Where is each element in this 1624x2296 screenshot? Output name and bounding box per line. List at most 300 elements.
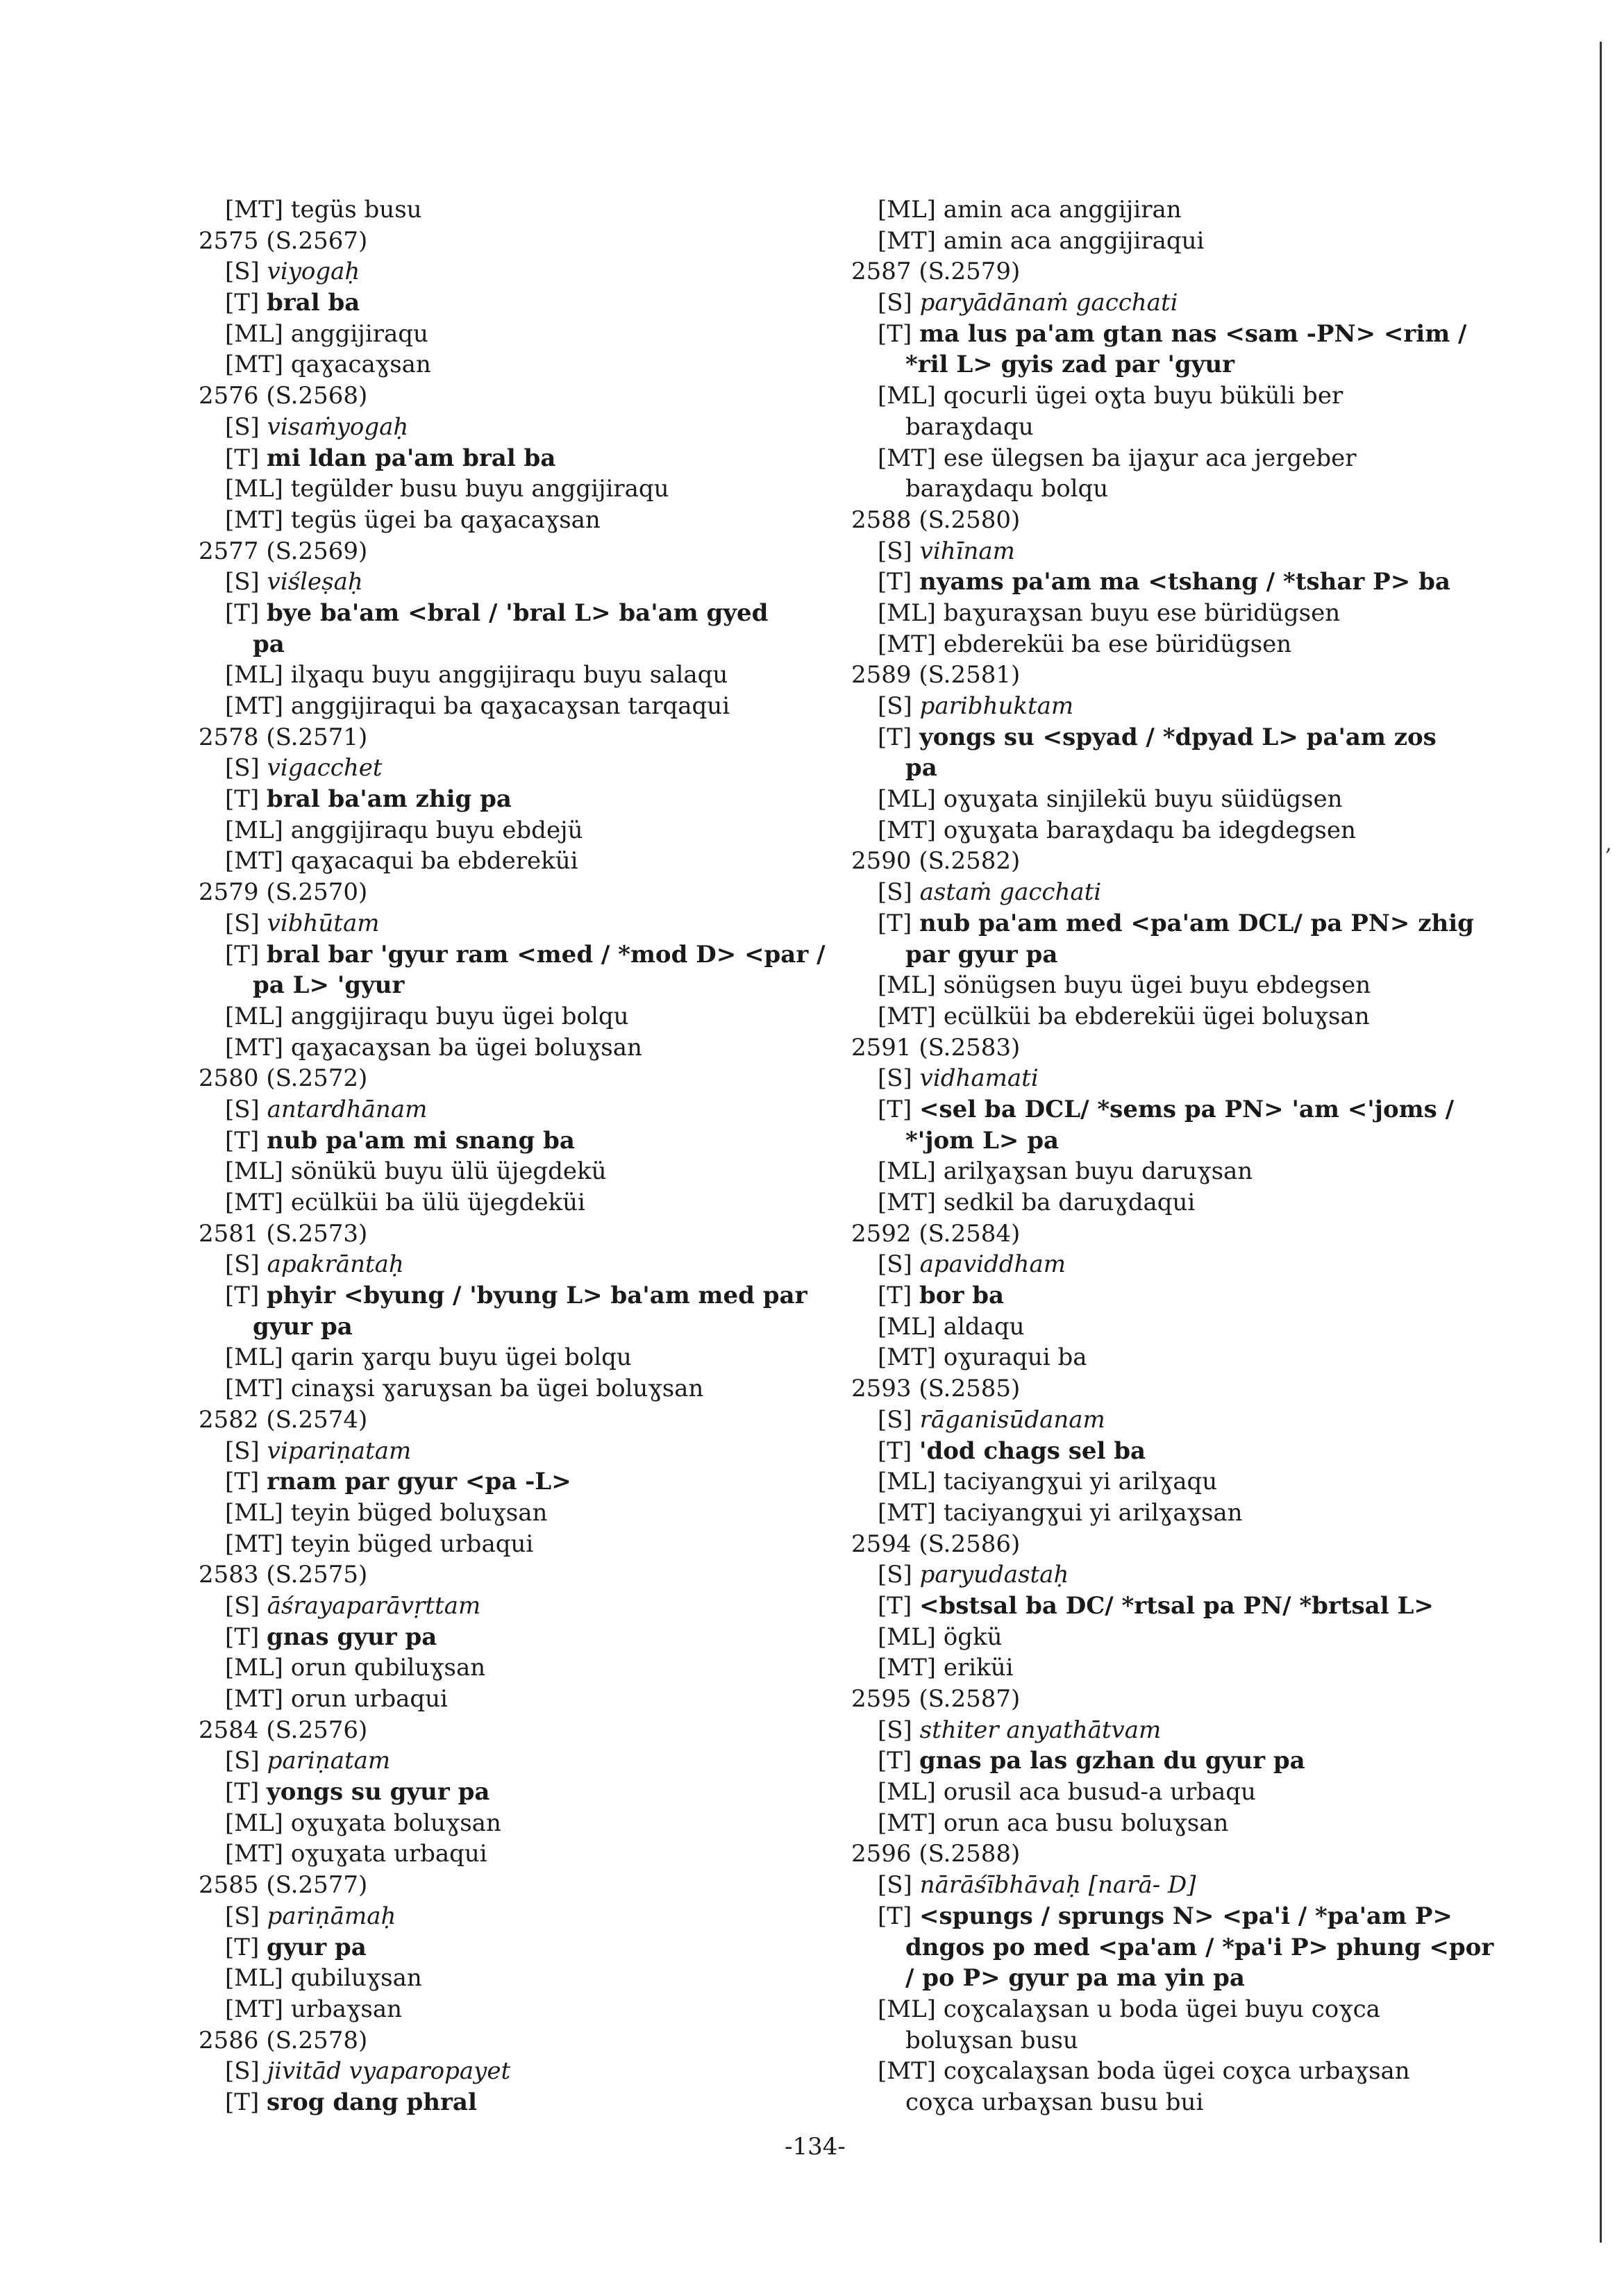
entry-field <box>199 1156 823 1187</box>
entry-field <box>199 1342 823 1373</box>
entry-field <box>851 722 1469 753</box>
field-tag: [ML] <box>878 1778 936 1807</box>
field-tag: [S] <box>878 1871 912 1900</box>
entry-field <box>199 598 823 629</box>
continuation-line <box>851 349 1469 380</box>
field-text: phyir <byung / 'byung L> ba'am med par <box>267 1282 807 1310</box>
field-tag: [T] <box>225 785 260 814</box>
field-tag: [S] <box>878 1716 912 1744</box>
entry-field <box>199 1373 823 1405</box>
entry-field <box>199 1249 823 1280</box>
entry-number: 2583 (S.2575) <box>199 1561 368 1589</box>
entry-field <box>851 1001 1469 1032</box>
entry-field <box>199 474 823 505</box>
field-tag: [ML] <box>878 1623 936 1651</box>
field-tag: [ML] <box>878 196 936 224</box>
field-text: 'dod chags sel ba <box>919 1436 1146 1465</box>
field-tag: [T] <box>225 1778 260 1807</box>
field-text: / po P> gyur pa ma yin pa <box>905 1964 1245 1993</box>
continuation-line <box>851 1125 1469 1157</box>
field-text: nyams pa'am ma <tshang / *tshar P> ba <box>919 568 1450 596</box>
entry-number: 2594 (S.2586) <box>851 1530 1021 1558</box>
entry-field <box>199 1466 823 1498</box>
field-tag: [T] <box>225 2088 260 2116</box>
field-text: nub pa'am mi snang ba <box>267 1126 575 1155</box>
entry-number: 2577 (S.2569) <box>199 537 368 565</box>
field-tag: [T] <box>225 940 260 969</box>
field-text: ese ülegsen ba ijaɣur aca jergeber <box>943 444 1357 472</box>
entry-field <box>199 1777 823 1808</box>
entry-field <box>199 1932 823 1963</box>
field-tag: [S] <box>225 1250 260 1279</box>
page-number: -134- <box>785 2133 846 2161</box>
field-tag: [T] <box>878 319 912 348</box>
entry-field <box>851 536 1469 567</box>
entry-field <box>851 226 1469 257</box>
field-text: oɣuɣata urbaqui <box>290 1840 487 1868</box>
entry-field <box>851 877 1469 908</box>
field-tag: [ML] <box>225 1654 283 1682</box>
field-text: pariṇāmaḥ <box>267 1902 396 1930</box>
entry-field <box>199 1994 823 2025</box>
field-tag: [T] <box>878 909 912 937</box>
field-tag: [S] <box>225 258 260 286</box>
field-text: nub pa'am med <pa'am DCL/ pa PN> zhig <box>919 909 1474 937</box>
field-text: ögkü <box>943 1623 1003 1651</box>
field-text: <spungs / sprungs N> <pa'i / *pa'am P> <box>919 1902 1453 1930</box>
entry-field <box>851 380 1469 412</box>
field-tag: [T] <box>225 444 260 472</box>
field-text: paryādānaṁ gacchati <box>919 289 1178 317</box>
field-tag: [T] <box>878 1436 912 1465</box>
field-tag: [S] <box>878 1405 912 1434</box>
entry-number: 2576 (S.2568) <box>199 382 368 410</box>
entry-field <box>851 1094 1469 1125</box>
field-tag: [MT] <box>878 1189 937 1216</box>
entry-field <box>199 256 823 287</box>
entry-field <box>851 815 1469 846</box>
field-text: vigacchet <box>267 754 383 782</box>
field-tag: [ML] <box>225 1809 283 1837</box>
field-text: astaṁ gacchati <box>919 878 1102 907</box>
entry-field <box>199 691 823 722</box>
field-text: qarin ɣarqu buyu ügei bolqu <box>290 1343 632 1372</box>
entry-field <box>851 1342 1469 1373</box>
field-text: teyin büged boluɣsan <box>290 1498 548 1527</box>
field-text: cinaɣsi ɣaruɣsan ba ügei boluɣsan <box>290 1375 704 1403</box>
field-text: ecülküi ba ebdereküi ügei boluɣsan <box>943 1002 1370 1030</box>
field-tag: [MT] <box>225 847 284 875</box>
entry-field <box>851 1591 1469 1622</box>
entry-field <box>199 939 826 971</box>
continuation-line <box>199 970 823 1001</box>
field-tag: [S] <box>225 754 260 782</box>
entry-field <box>851 194 1469 226</box>
field-text: bral ba'am zhig pa <box>267 785 512 814</box>
continuation-line <box>199 1312 823 1343</box>
field-text: gyur pa <box>267 1933 367 1961</box>
entry-field <box>199 784 823 815</box>
field-text: *ril L> gyis zad par 'gyur <box>905 351 1235 379</box>
field-tag: [T] <box>225 1933 260 1961</box>
field-text: taciyangɣui yi arilɣaqu <box>943 1468 1218 1496</box>
field-text: oɣuɣata sinjilekü buyu süidügsen <box>943 785 1343 814</box>
field-tag: [T] <box>878 1095 912 1123</box>
entry-field <box>851 1901 1469 1932</box>
field-text: <bstsal ba DC/ *rtsal pa PN/ *brtsal L> <box>919 1591 1434 1620</box>
entry-field <box>851 1870 1469 1901</box>
field-text: anggijiraqu buyu ügei bolqu <box>290 1002 629 1030</box>
field-tag: [MT] <box>878 1498 937 1527</box>
field-tag: [T] <box>225 1282 260 1310</box>
field-tag: [ML] <box>225 1002 283 1030</box>
field-tag: [S] <box>225 412 260 441</box>
entry-field <box>199 505 823 536</box>
entry-number: 2589 (S.2581) <box>851 661 1021 689</box>
entry-field <box>851 287 1469 319</box>
entry-field <box>199 443 823 474</box>
field-tag: [ML] <box>225 1498 283 1527</box>
entry-field <box>199 1094 823 1125</box>
field-text: ilɣaqu buyu anggijiraqu buyu salaqu <box>290 661 728 689</box>
entry-field <box>199 1963 823 1994</box>
entry-field <box>199 194 823 226</box>
field-text: tegülder busu buyu anggijiraqu <box>290 475 669 503</box>
edge-mark: , <box>1605 832 1612 856</box>
entry-field <box>851 1156 1469 1187</box>
entry-number: 2595 (S.2587) <box>851 1685 1021 1713</box>
field-tag: [ML] <box>878 1157 936 1186</box>
field-text: sedkil ba daruɣdaqui <box>943 1189 1196 1216</box>
entry-number: 2586 (S.2578) <box>199 2026 368 2054</box>
field-text: paryudastaḥ <box>919 1561 1069 1589</box>
field-tag: [MT] <box>225 692 284 720</box>
field-text: oɣuɣata baraɣdaqu ba idegdegsen <box>943 816 1356 844</box>
entry-number: 2580 (S.2572) <box>199 1064 368 1093</box>
field-text: pa L> 'gyur <box>253 971 405 1000</box>
field-text: qaɣacaqui ba ebdereküi <box>290 847 578 875</box>
entry-number: 2588 (S.2580) <box>851 505 1021 534</box>
field-text: eriküi <box>943 1654 1014 1682</box>
field-tag: [S] <box>878 537 912 565</box>
entry-field <box>199 1622 823 1653</box>
field-text: vibhūtam <box>267 909 380 937</box>
field-text: ma lus pa'am gtan nas <sam -PN> <rim / <box>919 319 1467 348</box>
field-text: rāganisūdanam <box>919 1405 1105 1434</box>
field-tag: [MT] <box>878 1002 937 1030</box>
field-text: jivitād vyaparopayet <box>267 2057 511 2086</box>
field-text: coɣcalaɣsan boda ügei coɣca urbaɣsan <box>943 2057 1410 2086</box>
field-text: apaviddham <box>919 1250 1066 1279</box>
field-tag: [T] <box>878 568 912 596</box>
entry-field <box>851 1777 1469 1808</box>
field-tag: [MT] <box>225 1375 284 1403</box>
field-tag: [MT] <box>878 1343 937 1372</box>
entry-field <box>851 2056 1469 2087</box>
field-tag: [ML] <box>225 661 283 689</box>
entry-field <box>199 1187 823 1218</box>
field-tag: [ML] <box>225 1157 283 1186</box>
entry-field <box>199 2056 823 2087</box>
entry-field <box>199 1498 823 1529</box>
entry-number: 2585 (S.2577) <box>199 1871 368 1900</box>
field-tag: [ML] <box>225 475 283 503</box>
entry-number: 2593 (S.2585) <box>851 1375 1021 1403</box>
entry-field <box>851 1498 1469 1529</box>
left-column <box>199 194 826 2118</box>
field-tag: [S] <box>878 1064 912 1093</box>
entry-field <box>199 1280 823 1312</box>
field-tag: [ML] <box>878 1995 936 2023</box>
field-tag: [MT] <box>225 1530 284 1558</box>
field-text: orusil aca busud-a urbaqu <box>943 1778 1256 1807</box>
field-tag: [ML] <box>225 1343 283 1372</box>
entry-field <box>199 1684 823 1715</box>
entry-number: 2584 (S.2576) <box>199 1716 368 1744</box>
field-tag: [S] <box>878 692 912 720</box>
entry-field <box>851 443 1469 474</box>
entry-field <box>851 1280 1469 1312</box>
field-text: bral ba <box>267 289 360 317</box>
field-tag: [ML] <box>225 816 283 844</box>
field-text: yongs su gyur pa <box>267 1778 490 1807</box>
continuation-line <box>851 2087 1469 2118</box>
field-text: anggijiraqui ba qaɣacaɣsan tarqaqui <box>290 692 730 720</box>
entry-number: 2578 (S.2571) <box>199 723 368 751</box>
field-text: baraɣdaqu bolqu <box>905 475 1109 503</box>
field-text: tegüs ügei ba qaɣacaɣsan <box>290 505 601 534</box>
field-text: arilɣaɣsan buyu daruɣsan <box>943 1157 1253 1186</box>
field-text: ebdereküi ba ese büridügsen <box>943 630 1292 658</box>
entry-field <box>851 629 1469 660</box>
entry-field <box>851 567 1469 598</box>
field-text: par gyur pa <box>905 940 1058 969</box>
field-tag: [T] <box>878 1282 912 1310</box>
continuation-line <box>851 1932 1494 1963</box>
entry-field <box>851 1466 1469 1498</box>
field-tag: [ML] <box>878 598 936 627</box>
field-text: orun aca busu boluɣsan <box>943 1809 1229 1837</box>
entry-field <box>199 1032 823 1064</box>
field-text: oɣuɣata boluɣsan <box>290 1809 501 1837</box>
entry-field <box>199 1436 823 1467</box>
entry-field <box>851 1405 1469 1436</box>
entry-field <box>199 287 823 319</box>
field-tag: [MT] <box>878 226 937 255</box>
field-text: gnas gyur pa <box>267 1623 437 1651</box>
field-text: qaɣacaɣsan ba ügei boluɣsan <box>290 1033 642 1062</box>
field-tag: [ML] <box>878 1312 936 1341</box>
field-tag: [ML] <box>878 382 936 410</box>
field-text: rnam par gyur <pa -L> <box>267 1468 571 1496</box>
field-tag: [T] <box>878 1747 912 1775</box>
entry-number: 2575 (S.2567) <box>199 226 368 255</box>
continuation-line <box>851 2025 1469 2056</box>
entry-field <box>851 598 1469 629</box>
field-text: nārāśībhāvaḥ [narā- D] <box>919 1871 1196 1900</box>
entry-number: 2590 (S.2582) <box>851 847 1021 875</box>
field-text: pa <box>905 754 937 782</box>
field-tag: [S] <box>225 1591 260 1620</box>
page-edge-line <box>1600 42 1602 2243</box>
field-tag: [MT] <box>225 1995 284 2023</box>
field-tag: [S] <box>225 1095 260 1123</box>
entry-field <box>199 1838 823 1870</box>
field-text: orun urbaqui <box>290 1685 448 1713</box>
field-text: amin aca anggijiran <box>943 196 1182 224</box>
field-text: boluɣsan busu <box>905 2026 1078 2054</box>
field-text: baɣuraɣsan buyu ese büridügsen <box>943 598 1341 627</box>
entry-field <box>199 1125 823 1157</box>
field-text: taciyangɣui yi arilɣaɣsan <box>943 1498 1243 1527</box>
field-tag: [ML] <box>878 971 936 1000</box>
entry-field <box>199 1001 823 1032</box>
entry-field <box>851 1994 1469 2025</box>
field-text: vipariṇatam <box>267 1436 412 1465</box>
field-tag: [MT] <box>878 444 937 472</box>
entry-field <box>199 1529 823 1560</box>
field-text: yongs su <spyad / *dpyad L> pa'am zos <box>919 723 1437 751</box>
continuation-line <box>851 939 1469 971</box>
field-text: qocurli ügei oɣta buyu büküli ber <box>943 382 1343 410</box>
field-text: visaṁyogaḥ <box>267 412 409 441</box>
entry-field <box>199 1745 823 1777</box>
field-text: antardhānam <box>267 1095 428 1123</box>
field-tag: [T] <box>225 1623 260 1651</box>
entry-field <box>851 1715 1469 1746</box>
field-text: gnas pa las gzhan du gyur pa <box>919 1747 1305 1775</box>
entry-field <box>851 1312 1469 1343</box>
continuation-line <box>851 412 1469 443</box>
entry-field <box>851 319 1469 350</box>
entry-field <box>851 1063 1469 1094</box>
field-tag: [S] <box>878 1561 912 1589</box>
field-tag: [T] <box>878 1591 912 1620</box>
field-text: paribhuktam <box>919 692 1074 720</box>
entry-field <box>199 753 823 784</box>
entry-field <box>199 349 823 380</box>
field-text: oɣuraqui ba <box>943 1343 1087 1372</box>
field-text: <sel ba DCL/ *sems pa PN> 'am <'joms / <box>919 1095 1455 1123</box>
field-text: srog dang phral <box>267 2088 477 2116</box>
field-tag: [S] <box>878 878 912 907</box>
field-text: vidhamati <box>919 1064 1039 1093</box>
field-text: orun qubiluɣsan <box>290 1654 486 1682</box>
field-tag: [MT] <box>878 630 937 658</box>
field-text: coɣcalaɣsan u boda ügei buyu coɣca <box>943 1995 1380 2023</box>
entry-field <box>199 846 823 877</box>
field-text: anggijiraqu buyu ebdejü <box>290 816 583 844</box>
continuation-line <box>851 753 1469 784</box>
field-text: baraɣdaqu <box>905 412 1034 441</box>
field-text: dngos po med <pa'am / *pa'i P> phung <por <box>905 1933 1494 1961</box>
field-tag: [MT] <box>225 196 284 224</box>
field-tag: [MT] <box>878 2057 937 2086</box>
field-text: urbaɣsan <box>290 1995 403 2023</box>
field-text: aldaqu <box>943 1312 1025 1341</box>
field-tag: [S] <box>225 568 260 596</box>
field-tag: [ML] <box>878 1468 936 1496</box>
field-tag: [T] <box>225 289 260 317</box>
field-tag: [ML] <box>225 1964 283 1993</box>
continuation-line <box>851 474 1469 505</box>
field-text: qubiluɣsan <box>290 1964 422 1993</box>
entry-field <box>851 1745 1469 1777</box>
continuation-line <box>851 1963 1469 1994</box>
entry-field <box>851 1436 1469 1467</box>
field-text: mi ldan pa'am bral ba <box>267 444 556 472</box>
entry-field <box>851 970 1469 1001</box>
field-tag: [MT] <box>878 1809 937 1837</box>
right-column <box>851 194 1494 2118</box>
field-tag: [MT] <box>878 1654 937 1682</box>
field-text: tegüs busu <box>290 196 422 224</box>
entry-field <box>199 412 823 443</box>
entry-number: 2581 (S.2573) <box>199 1219 368 1248</box>
entry-field <box>199 1591 823 1622</box>
field-text: bor ba <box>919 1282 1005 1310</box>
field-tag: [S] <box>878 289 912 317</box>
entry-field <box>199 908 823 939</box>
entry-field <box>851 784 1469 815</box>
field-text: bral bar 'gyur ram <med / *mod D> <par / <box>267 940 826 969</box>
field-tag: [MT] <box>878 816 937 844</box>
entry-number: 2579 (S.2570) <box>199 878 368 907</box>
field-tag: [MT] <box>225 1685 284 1713</box>
continuation-line <box>199 629 823 660</box>
field-text: pa <box>253 630 285 658</box>
field-tag: [S] <box>225 1436 260 1465</box>
entry-field <box>851 1249 1469 1280</box>
field-tag: [S] <box>225 2057 260 2086</box>
entry-field <box>851 1187 1469 1218</box>
field-tag: [S] <box>225 909 260 937</box>
field-tag: [ML] <box>878 785 936 814</box>
field-text: viyogaḥ <box>267 258 360 286</box>
field-text: gyur pa <box>253 1312 353 1341</box>
field-tag: [ML] <box>225 319 283 348</box>
field-tag: [MT] <box>225 1189 284 1216</box>
field-text: amin aca anggijiraqui <box>943 226 1205 255</box>
field-tag: [T] <box>225 1468 260 1496</box>
entry-field <box>199 1901 823 1932</box>
entry-field <box>199 660 823 691</box>
entry-field <box>199 1652 823 1684</box>
field-tag: [MT] <box>225 1840 284 1868</box>
field-text: āśrayaparāvṛttam <box>267 1591 481 1620</box>
field-tag: [T] <box>225 598 260 627</box>
entry-field <box>851 691 1469 722</box>
entry-field <box>199 2087 823 2118</box>
entry-number: 2587 (S.2579) <box>851 258 1021 286</box>
field-tag: [S] <box>225 1902 260 1930</box>
field-text: *'jom L> pa <box>905 1126 1060 1155</box>
entry-number: 2592 (S.2584) <box>851 1219 1021 1248</box>
field-text: ecülküi ba ülü üjegdeküi <box>290 1189 585 1216</box>
field-text: anggijiraqu <box>290 319 428 348</box>
field-tag: [S] <box>225 1747 260 1775</box>
field-text: coɣca urbaɣsan busu bui <box>905 2088 1204 2116</box>
entry-field <box>199 567 823 598</box>
field-text: sönügsen buyu ügei buyu ebdegsen <box>943 971 1371 1000</box>
entry-field <box>851 1622 1469 1653</box>
field-text: bye ba'am <bral / 'bral L> ba'am gyed <box>267 598 769 627</box>
field-tag: [T] <box>878 1902 912 1930</box>
entry-field <box>851 1559 1469 1591</box>
entry-field <box>199 815 823 846</box>
field-tag: [MT] <box>225 351 284 379</box>
entry-field <box>851 908 1474 939</box>
